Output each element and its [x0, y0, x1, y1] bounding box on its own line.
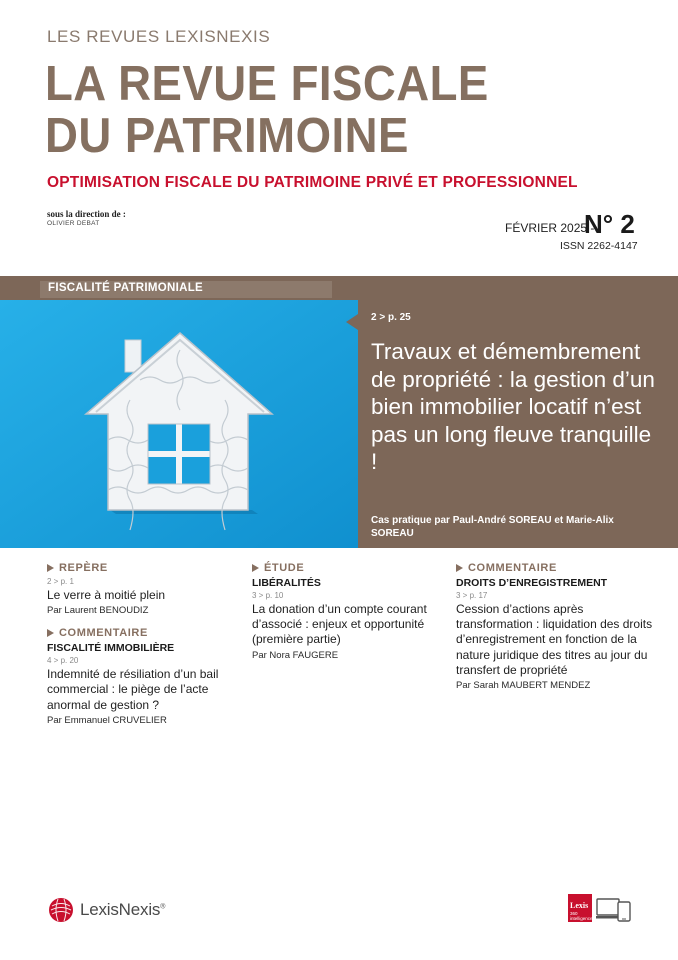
triangle-icon [456, 564, 463, 572]
article-author: Par Laurent BENOUDIZ [47, 605, 149, 617]
article-author: Par Sarah MAUBERT MENDEZ [456, 680, 591, 692]
issue-date: FÉVRIER 2025 - [505, 221, 595, 235]
article-title[interactable]: Le verre à moitié plein [47, 588, 166, 602]
issn: ISSN 2262-4147 [560, 240, 638, 252]
page-ref: 4 > p. 20 [47, 656, 79, 666]
feature-byline: Cas pratique par Paul-André SOREAU et Marie-Alix SOREAU [371, 515, 614, 539]
publisher-logo [48, 897, 165, 923]
section-heading: FISCALITÉ IMMOBILIÈRE [47, 642, 175, 655]
page-ref: 3 > p. 10 [252, 591, 284, 600]
triangle-icon [47, 564, 54, 572]
section-heading: DROITS D’ENREGISTREMENT [456, 577, 608, 589]
journal-subtitle: OPTIMISATION FISCALE DU PATRIMOINE PRIVÉ ET PROFESSIONNEL [47, 174, 578, 191]
feature-title[interactable]: Travaux et démembrement de propriété : la gestion d’un bien immobilier locatif n’est pas un long fleuve tranquille ! [371, 339, 655, 474]
journal-title-line-1: LA REVUE FISCALE [45, 57, 489, 111]
article-author: Par Emmanuel CRUVELIER [47, 714, 167, 726]
rubric: COMMENTAIRE [456, 562, 656, 574]
feature-category-tag [40, 281, 332, 298]
feature-category-label: FISCALITÉ PATRIMONIALE [48, 282, 204, 294]
summary-column-3 [456, 562, 656, 691]
lexis360-badge: Lexis 360 intelligence [568, 894, 592, 922]
summary-column-1 [47, 562, 247, 726]
page-ref: 2 > p. 1 [47, 577, 74, 586]
rubric: ÉTUDE [252, 562, 452, 574]
rubric: REPÈRE [47, 562, 247, 574]
page-ref: 3 > p. 17 [456, 591, 488, 600]
triangle-icon [47, 629, 54, 637]
article-author: Par Nora FAUGERE [252, 649, 339, 661]
journal-title-line-2: DU PATRIMOINE [45, 109, 409, 163]
devices-icon [596, 898, 632, 922]
article-title[interactable]: Indemnité de résiliation d’un bail commercial : le piège de l’acte anormal de gestion ? [47, 667, 219, 712]
feature-image [0, 300, 358, 548]
rubric: COMMENTAIRE [47, 627, 247, 639]
puzzle-house-icon [0, 300, 358, 548]
feature-pointer [346, 314, 358, 330]
feature-page-ref: 2 > p. 25 [371, 312, 411, 323]
article-title[interactable]: La donation d’un compte courant d’associé : enjeux et opportunité (première partie) [252, 602, 427, 647]
direction-label: sous la direction de : [47, 209, 126, 219]
issue-number: N° 2 [584, 209, 635, 239]
lexisnexis-globe-icon [48, 897, 74, 923]
summary-column-2 [252, 562, 452, 661]
section-heading: LIBÉRALITÉS [252, 577, 321, 589]
series-name: LES REVUES LEXISNEXIS [47, 27, 271, 46]
triangle-icon [252, 564, 259, 572]
article-title[interactable]: Cession d’actions après transformation : liquidation des droits d’enregistrement en fonction de la nature juridique des titres au jour du transfert de propriété [456, 602, 653, 677]
director-name: OLIVIER DEBAT [47, 220, 100, 227]
publisher-name: LexisNexis® [80, 900, 166, 919]
